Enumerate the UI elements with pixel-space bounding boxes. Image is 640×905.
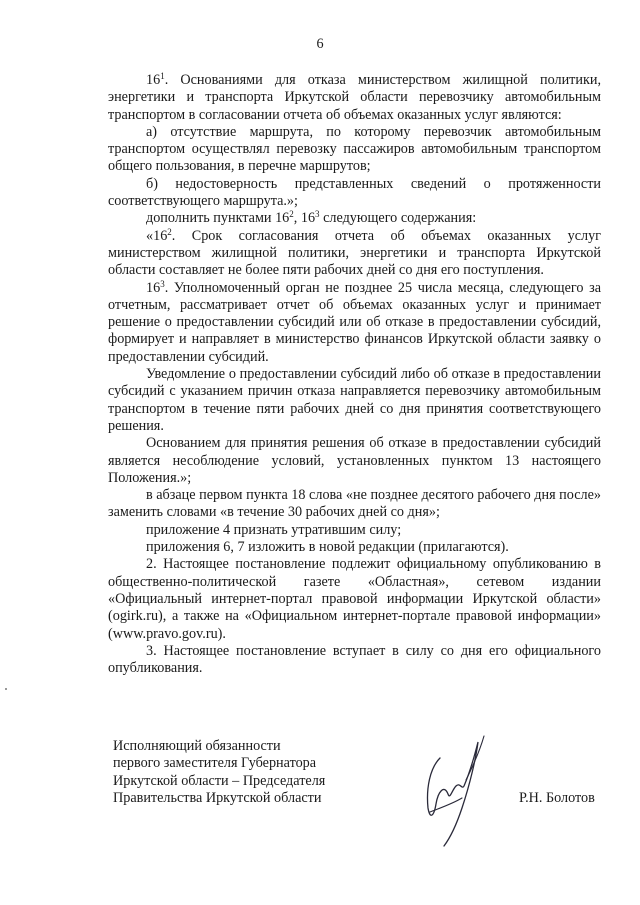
paragraph-point-18: в абзаце первом пункта 18 слова «не позднее десятого рабочего дня после» заменить словами «в течение 30 рабочих дней со дня»;	[108, 487, 601, 521]
paragraph-16-3: $16^3$. Уполномоченный орган не позднее 25 числа месяца, следующего за отчетным, рассматривает отчет об объемах оказанных услуг и принимает решение о предоставлении субсидий или об отказе в предоставлении субсидий, формирует и направляет в министерство финансов Иркутской области заявку о предоставлении субсидий.	[108, 278, 601, 365]
paragraph-effective-date: 3. Настоящее постановление вступает в силу со дня его официального опубликования.	[108, 642, 601, 677]
paragraph-item-b: б) недостоверность представленных сведений о протяженности соответствующего маршрута.»;	[108, 175, 601, 210]
document-body	[108, 72, 601, 677]
paragraph-refusal-basis: Основанием для принятия решения об отказе в предоставлении субсидий является несоблюдение условий, установленных пунктом 13 настоящего Положения.»;	[108, 435, 601, 486]
paragraph-publication: 2. Настоящее постановление подлежит официальному опубликованию в общественно-политической газете «Областная», сетевом издании «Официальный интернет-портал правовой информации Иркутской области» (ogirk.ru), а также на «Официальном интернет-портале правовой информации» (www.pravo.gov.ru).	[108, 556, 601, 642]
signatory-position-line: первого заместителя Губернатора	[113, 755, 317, 772]
signatory-position-line: Правительства Иркутской области	[113, 789, 322, 806]
paragraph-notification: Уведомление о предоставлении субсидий либо об отказе в предоставлении субсидий с указанием причин отказа направляется перевозчику автомобильным транспортом в течение пяти рабочих дней со дня принятия соответствующего решения.	[108, 366, 601, 434]
signatory-position	[113, 738, 325, 807]
page-number: 6	[316, 36, 324, 52]
paragraph-appendix-6-7: приложения 6, 7 изложить в новой редакции (прилагаются).	[146, 539, 509, 556]
paragraph-add-points: дополнить пунктами $16^2$, $16^3$ следующего содержания:	[146, 209, 477, 227]
signatory-position-line: Исполняющий обязанности	[113, 738, 281, 754]
margin-dot	[5, 688, 7, 690]
handwritten-signature	[400, 728, 490, 848]
paragraph-16-2: «$16^2$. Срок согласования отчета об объемах оказанных услуг министерством жилищной политики, энергетики и транспорта Иркутской области составляет не более пяти рабочих дней со дня его поступления.	[108, 226, 601, 279]
signatory-position-line: Иркутской области – Председателя	[113, 772, 326, 789]
signatory-name: Р.Н. Болотов	[519, 790, 595, 806]
paragraph-item-a: а) отсутствие маршрута, по которому перевозчик автомобильным транспортом осуществлял перевозку пассажиров автомобильным транспортом общего пользования, в перечне маршрутов;	[108, 123, 601, 175]
paragraph-appendix-4: приложение 4 признать утратившим силу;	[146, 521, 402, 538]
paragraph-16-1: $16^1$. Основаниями для отказа министерством жилищной политики, энергетики и транспорта Иркутской области перевозчику автомобильным транспортом в согласовании отчета об объемах оказанных услуг являются:	[108, 71, 601, 123]
